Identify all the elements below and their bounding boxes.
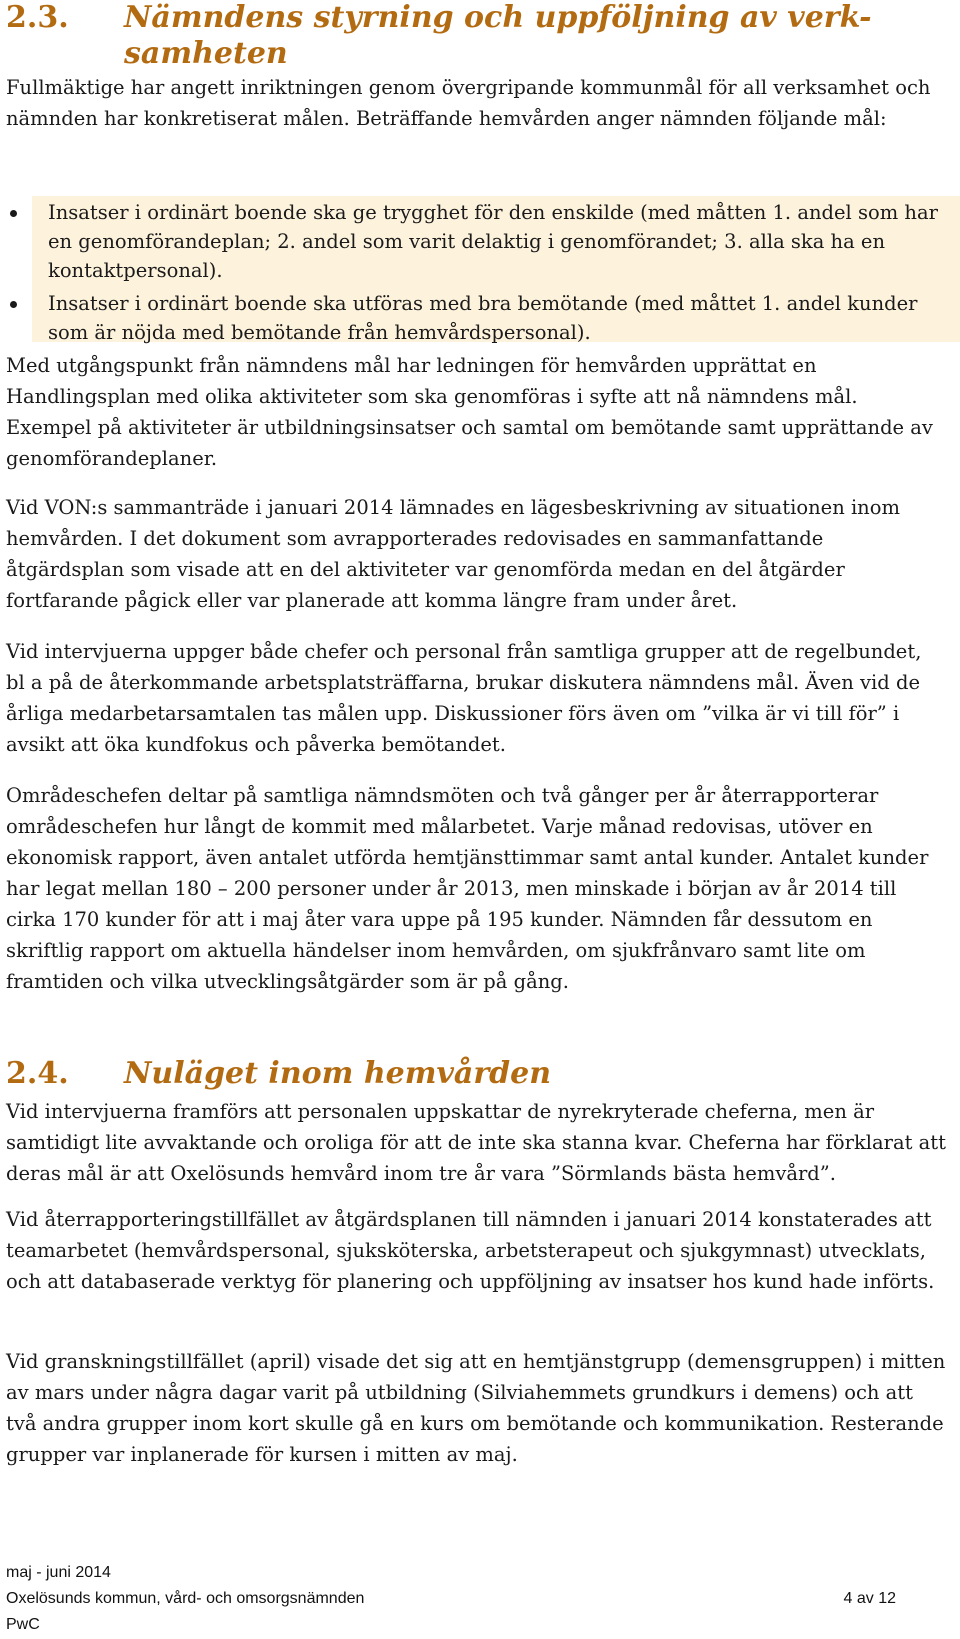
section-title: Nämndens styrning och uppföljning av verk-samheten xyxy=(124,0,872,71)
list-item: Insatser i ordinärt boende ska utföras med bra bemötande (med måttet 1. andel kunder som är nöjda med bemötande från hemvårdspersonal). xyxy=(6,289,956,347)
goals-list xyxy=(6,198,956,347)
list-item: Insatser i ordinärt boende ska ge trygghet för den enskilde (med måtten 1. andel som har en genomförandeplan; 2. andel som varit delaktig i genomförandet; 3. alla ska ha en kontaktpersonal). xyxy=(6,198,956,285)
body-paragraph: Vid granskningstillfället (april) visade det sig att en hemtjänstgrupp (demensgruppen) i mitten av mars under några dagar varit på utbildning (Silviahemmets grundkurs i demens) och att två andra grupper inom kort skulle gå en kurs om bemötande och kommunikation. Resterande grupper var inplanerade för kursen i mitten av maj. xyxy=(6,1350,946,1466)
body-paragraph: Vid VON:s sammanträde i januari 2014 lämnades en lägesbeskrivning av situationen inom hemvården. I det dokument som avrapporterades redovisades en sammanfattande åtgärdsplan som visade att en del aktiviteter var genomförda medan en del åtgärder fortfarande pågick eller var planerade att komma längre fram under året. xyxy=(6,496,900,612)
page-footer xyxy=(6,1560,896,1638)
body-paragraph: Vid intervjuerna uppger både chefer och personal från samtliga grupper att de regelbundet, bl a på de återkommande arbetsplatsträffarna, brukar diskutera nämndens mål. Även vid de årliga medarbetarsamtalen tas målen upp. Diskussioner förs även om ”vilka är vi till för” i avsikt att öka kundfokus och påverka bemötandet. xyxy=(6,640,922,756)
intro-paragraph: Fullmäktige har angett inriktningen genom övergripande kommunmål för all verksamhet och nämnden har konkretiserat målen. Beträffande hemvården anger nämnden följande mål: xyxy=(6,76,931,130)
section-heading xyxy=(6,1056,906,1092)
body-paragraph: Områdeschefen deltar på samtliga nämndsmöten och två gånger per år återrapporterar områdeschefen hur långt de kommit med målarbetet. Varje månad redovisas, utöver en ekonomisk rapport, även antalet utförda hemtjänsttimmar samt antal kunder. Antalet kunder har legat mellan 180 – 200 personer under år 2013, men minskade i början av år 2014 till cirka 170 kunder för att i maj åter vara uppe på 195 kunder. Nämnden får dessutom en skriftlig rapport om aktuella händelser inom hemvården, om sjukfrånvaro samt lite om framtiden och vilka utvecklingsåtgärder som är på gång. xyxy=(6,784,929,993)
bullet-icon xyxy=(10,301,17,308)
body-paragraph: Vid återrapporteringstillfället av åtgärdsplanen till nämnden i januari 2014 konstaterades att teamarbetet (hemvårdspersonal, sjuksköterska, arbetsterapeut och sjukgymnast) utvecklats, och att databaserade verktyg för planering och uppföljning av insatser hos kund hade införts. xyxy=(6,1208,935,1293)
footer-date: maj - juni 2014 xyxy=(6,1564,111,1581)
section-heading xyxy=(6,0,906,72)
footer-organisation: Oxelösunds kommun, vård- och omsorgsnämnden xyxy=(6,1590,365,1607)
bullet-icon xyxy=(10,210,17,217)
section-2-3 xyxy=(6,0,906,72)
footer-company: PwC xyxy=(6,1616,40,1633)
section-title: Nuläget inom hemvården xyxy=(124,1056,552,1091)
section-number: 2.4. xyxy=(6,1056,69,1091)
body-paragraph: Vid intervjuerna framförs att personalen uppskattar de nyrekryterade cheferna, men är samtidigt lite avvaktande och oroliga för att de inte ska stanna kvar. Cheferna har förklarat att deras mål är att Oxelösunds hemvård inom tre år vara ”Sörmlands bästa hemvård”. xyxy=(6,1100,946,1185)
section-2-4 xyxy=(6,1056,906,1092)
body-paragraph: Med utgångspunkt från nämndens mål har ledningen för hemvården upprättat en Handlingsplan med olika aktiviteter som ska genomföras i syfte att nå nämndens mål. Exempel på aktiviteter är utbildningsinsatser och samtal om bemötande samt upprättande av genomförandeplaner. xyxy=(6,354,933,470)
page-number: 4 av 12 xyxy=(843,1590,896,1607)
section-number: 2.3. xyxy=(6,0,69,35)
